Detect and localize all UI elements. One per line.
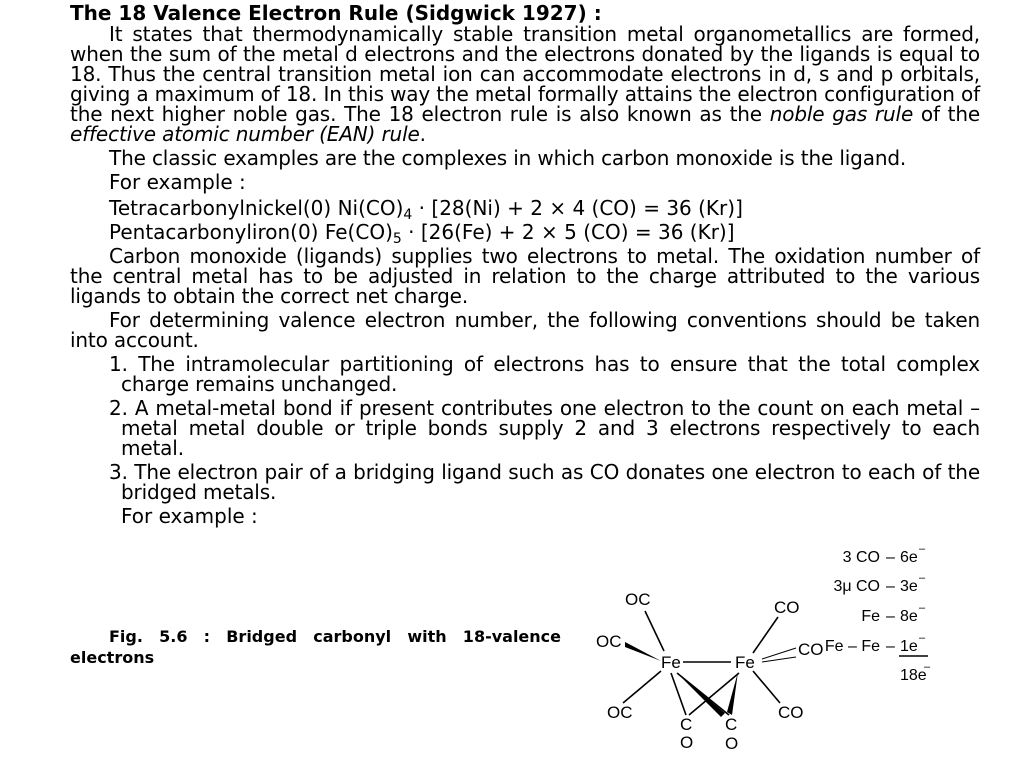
co-right-label: CO [798, 640, 824, 659]
count-row-value: 6e [900, 549, 918, 566]
fe-left-label: Fe [661, 653, 681, 672]
figure-caption: Fig. 5.6 : Bridged carbonyl with 18-valence electrons [70, 627, 561, 667]
bridge-c1-label: C [680, 715, 693, 734]
bond-oc-bottom [623, 671, 661, 703]
bond-bridge-c2-left [677, 673, 729, 715]
eq-count: · [26(Fe) + 2 × 5 (CO) = 36 (Kr)] [401, 220, 735, 244]
co-bottom-label: CO [778, 703, 804, 722]
eq-subscript: 4 [403, 207, 413, 223]
count-row-value: 3e [900, 578, 918, 595]
co-top-label: CO [774, 598, 800, 617]
eq-name: Pentacarbonyliron(0) Fe(CO) [109, 220, 393, 244]
electron-sign: – [919, 602, 926, 614]
count-row-label: 3 CO [842, 549, 880, 566]
bridge-o1-label: O [680, 733, 694, 752]
count-total-value: 18e [900, 667, 927, 684]
italic-term-noble-gas-rule: noble gas rule [769, 102, 914, 126]
paragraph-18-electron-rule [70, 24, 980, 144]
electron-sign: – [919, 632, 926, 644]
electron-count-table [822, 540, 952, 690]
oc-bottom-label: OC [607, 703, 633, 722]
for-example-label: For example : [109, 170, 246, 194]
bridge-o2-label: O [725, 734, 739, 753]
paragraph-text: of the [913, 102, 981, 126]
svg-text:–: – [886, 549, 895, 566]
rule-item-2: 2. A metal-metal bond if present contributes one electron to the count on each metal – metal metal double or triple bonds supply 2 and 3 electrons respectively to each metal. [109, 396, 980, 460]
rule-item-1: 1. The intramolecular partitioning of electrons has to ensure that the total complex charge remains unchanged. [109, 352, 980, 396]
document-body [70, 0, 980, 526]
bond-oc-top [645, 611, 664, 651]
eq-subscript: 5 [392, 231, 402, 247]
bridged-carbonyl-structure [585, 585, 845, 768]
oc-left-label: OC [596, 632, 622, 651]
bond-co-top [753, 617, 778, 653]
wedge-oc-left [625, 642, 661, 661]
bond-co-bottom [753, 671, 780, 703]
equation-nickel-carbonyl [70, 196, 980, 223]
count-row-label: Fe – Fe [824, 638, 880, 655]
fe-right-label: Fe [735, 653, 755, 672]
rule-item-3: 3. The electron pair of a bridging ligand such as CO donates one electron to each of the bridged metals. [109, 460, 980, 504]
eq-name: Tetracarbonylnickel(0) Ni(CO) [109, 196, 404, 220]
oc-top-label: OC [625, 590, 651, 609]
for-example-label-2: For example : [121, 504, 258, 528]
count-row-label: 3μ CO [833, 578, 880, 595]
paragraph-classic-examples: The classic examples are the complexes in which carbon monoxide is the ligand. [109, 146, 907, 170]
count-row-label: Fe [861, 608, 880, 625]
count-row-value: 8e [900, 608, 918, 625]
eq-count: · [28(Ni) + 2 × 4 (CO) = 36 (Kr)] [412, 196, 743, 220]
bridge-c2-label: C [725, 715, 738, 734]
svg-text:–: – [886, 638, 895, 655]
paragraph-text: . [419, 122, 426, 146]
paragraph-text: It states that thermodynamically stable transition metal organometallics are formed, when the sum of the metal d electrons and the electrons donated by the ligands is equal to 18. Thus the central transition metal ion can accommodate electrons in d, s and p orbitals, giving a maximum of 18. In this way the metal formally attains the electron configuration of the next higher noble gas. The 18 electron rule is also known as the [70, 22, 980, 126]
electron-sign: – [924, 661, 931, 673]
electron-sign: – [919, 543, 926, 555]
count-row-value: 1e [900, 638, 918, 655]
svg-text:–: – [886, 608, 895, 625]
paragraph-conventions: For determining valence electron number, the following conventions should be taken into account. [70, 308, 980, 352]
italic-term-ean-rule: effective atomic number (EAN) rule [70, 122, 420, 146]
equation-iron-carbonyl [70, 220, 980, 247]
paragraph-carbon-monoxide: Carbon monoxide (ligands) supplies two electrons to metal. The oxidation number of the central metal has to be adjusted in relation to the charge attributed to the various ligands to obtain the correct net charge. [70, 244, 980, 308]
svg-text:–: – [886, 578, 895, 595]
section-heading: The 18 Valence Electron Rule (Sidgwick 1927) : [70, 1, 602, 25]
electron-sign: – [919, 572, 926, 584]
